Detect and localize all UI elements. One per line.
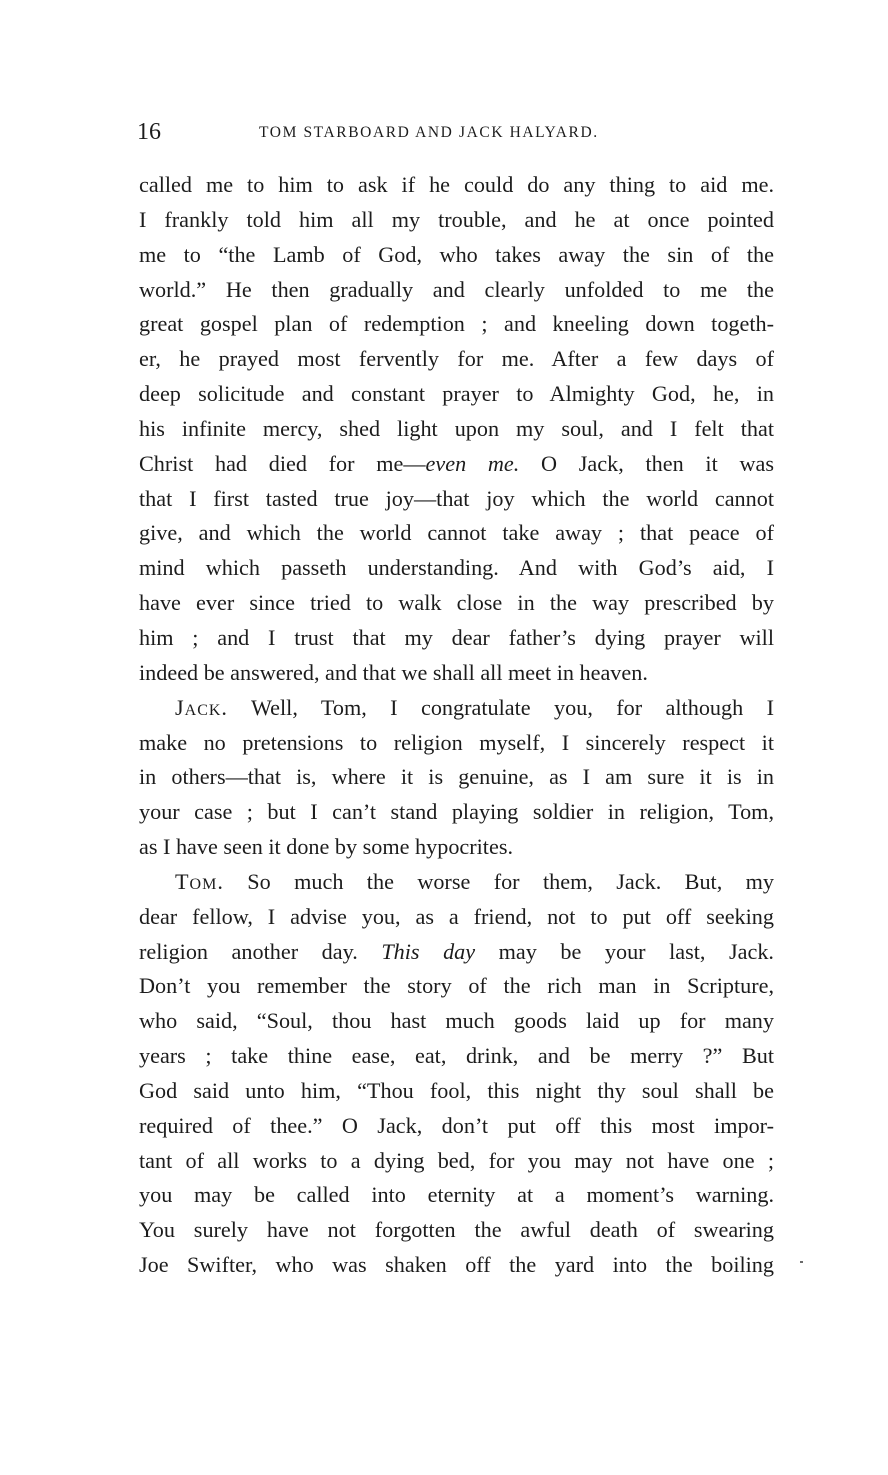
text-line: Joe Swifter, who was shaken off the yard into the boiling <box>139 1252 774 1278</box>
text-line: make no pretensions to religion myself, I sincerely respect it <box>139 729 774 755</box>
text-line: dear fellow, I advise you, as a friend, not to put off seeking <box>139 903 774 929</box>
scan-speck <box>800 1261 803 1263</box>
speaker-label: Jack. <box>175 694 228 720</box>
italic-text: even me. <box>425 450 520 476</box>
text-line: that I first tasted true joy—that joy which the world cannot <box>139 485 774 511</box>
text-run: religion another day. <box>139 938 382 964</box>
text-line: required of thee.” O Jack, don’t put off this most impor- <box>139 1112 774 1138</box>
text-run: may be your last, Jack. <box>475 938 774 964</box>
text-line: great gospel plan of redemption ; and kneeling down togeth- <box>139 311 774 337</box>
text-line: mind which passeth understanding. And with God’s aid, I <box>139 555 774 581</box>
text-line: indeed be answered, and that we shall all meet in heaven. <box>139 659 648 685</box>
text-line: called me to him to ask if he could do any thing to aid me. <box>139 172 774 197</box>
text-line: deep solicitude and constant prayer to Almighty God, he, in <box>139 381 774 407</box>
text-line: his infinite mercy, shed light upon my soul, and I felt that <box>139 415 774 441</box>
text-line: me to “the Lamb of God, who takes away the sin of the <box>139 241 774 267</box>
text-line: give, and which the world cannot take away ; that peace of <box>139 520 774 546</box>
text-run: So much the worse for them, Jack. But, my <box>223 868 774 894</box>
italic-text: This day <box>381 938 476 964</box>
text-line: You surely have not forgotten the awful death of swearing <box>139 1217 774 1243</box>
running-title: TOM STARBOARD AND JACK HALYARD. <box>259 124 599 141</box>
text-line: him ; and I trust that my dear father’s dying prayer will <box>139 624 774 650</box>
text-line: who said, “Soul, thou hast much goods laid up for many <box>139 1008 774 1034</box>
text-line: Don’t you remember the story of the rich man in Scripture, <box>139 973 774 999</box>
text-line <box>139 865 774 900</box>
text-line: your case ; but I can’t stand playing soldier in religion, Tom, <box>139 799 774 825</box>
speaker-label: Tom. <box>175 868 224 894</box>
text-line <box>139 447 774 482</box>
page-number: 16 <box>137 119 161 145</box>
text-line: in others—that is, where it is genuine, as I am sure it is in <box>139 764 774 790</box>
text-run: Well, Tom, I congratulate you, for although I <box>227 694 774 720</box>
text-line: God said unto him, “Thou fool, this night thy soul shall be <box>139 1077 774 1103</box>
text-run: Christ had died for me— <box>139 450 426 476</box>
text-line: years ; take thine ease, eat, drink, and be merry ?” But <box>139 1043 774 1069</box>
text-line <box>139 691 774 726</box>
text-run: O Jack, then it was <box>519 450 774 476</box>
body-text <box>139 168 774 1283</box>
page-header <box>137 118 777 148</box>
text-line: have ever since tried to walk close in the way prescribed by <box>139 590 774 616</box>
text-line: er, he prayed most fervently for me. After a few days of <box>139 346 774 372</box>
text-line: world.” He then gradually and clearly unfolded to me the <box>139 276 774 302</box>
text-line: tant of all works to a dying bed, for you may not have one ; <box>139 1147 774 1173</box>
text-line: you may be called into eternity at a moment’s warning. <box>139 1182 774 1208</box>
text-line <box>139 935 774 970</box>
text-line: as I have seen it done by some hypocrites. <box>139 834 514 860</box>
text-line: I frankly told him all my trouble, and he at once pointed <box>139 206 774 232</box>
